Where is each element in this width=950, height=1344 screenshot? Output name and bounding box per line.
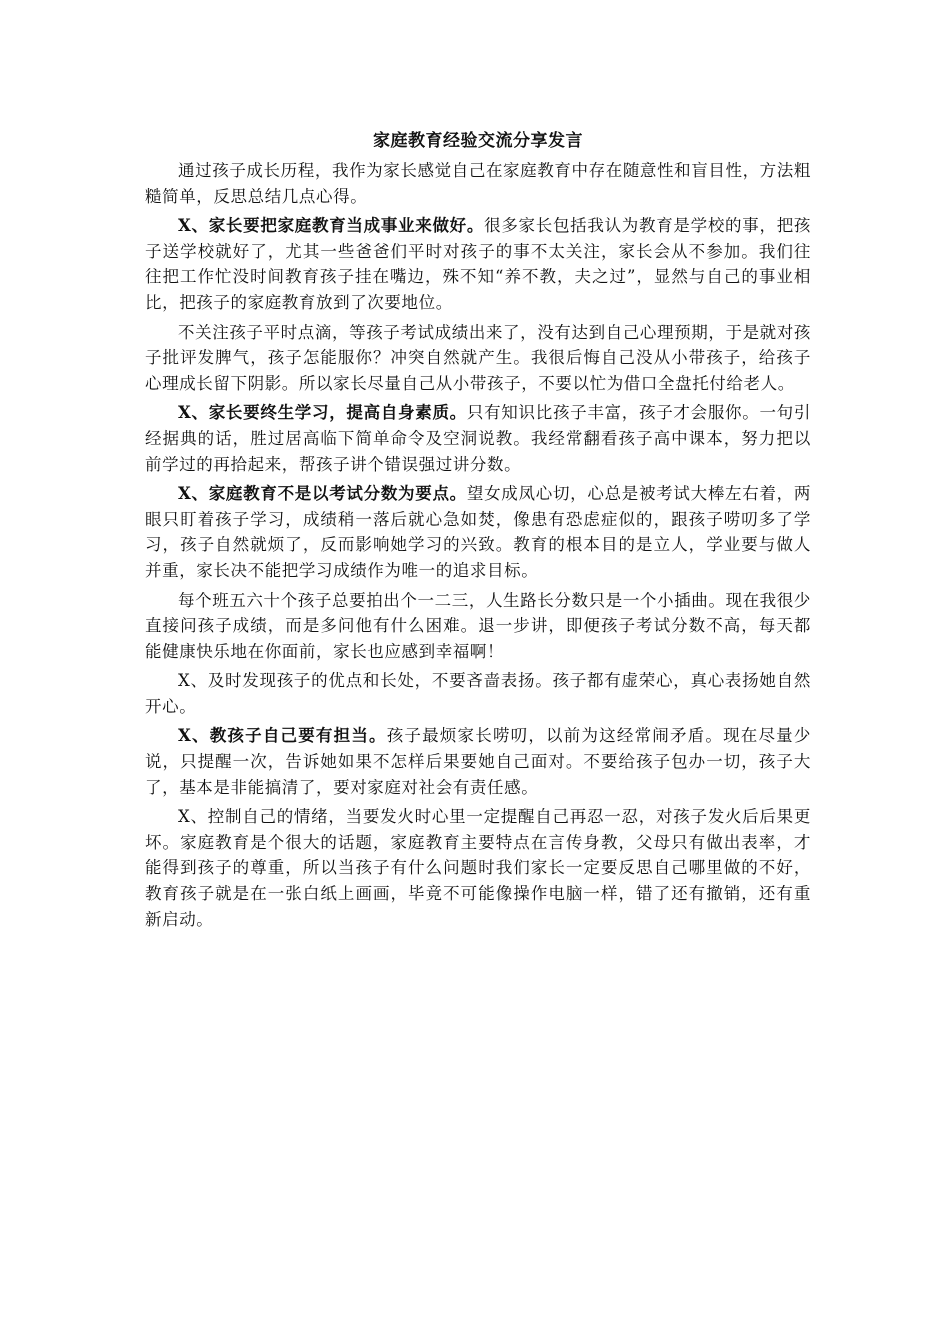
paragraph-class-rank (145, 588, 811, 665)
paragraph-praise (145, 668, 811, 719)
paragraph-heading: X、教孩子自己要有担当。 (178, 726, 387, 746)
paragraph-text: 孩子最烦家长唠叨，以前为这经常闹矛盾。现在尽量少说，只提醒一次，告诉她如果不怎样后果要她自己面对。不要给孩子包办一切，孩子大了，基本是非能搞清了，要对家庭对社会有责任感。 (145, 726, 811, 797)
paragraph-text: 只有知识比孩子丰富，孩子才会服你。一句引经据典的话，胜过居高临下简单命令及空洞说教。我经常翻看孩子高中课本，努力把以前学过的再拾起来，帮孩子讲个错误强过讲分数。 (145, 403, 811, 474)
paragraph-emotion (145, 804, 811, 932)
paragraph-heading: X、家长要终生学习，提高自身素质。 (178, 403, 467, 423)
paragraph-text: X、及时发现孩子的优点和长处，不要吝啬表扬。孩子都有虚荣心，真心表扬她自然开心。 (145, 671, 811, 716)
paragraph-point-career (145, 213, 811, 315)
paragraph-text: X、控制自己的情绪，当要发火时心里一定提醒自己再忍一忍，对孩子发火后后果更坏。家庭教育是个很大的话题，家庭教育主要特点在言传身教，父母只有做出表率，才能得到孩子的尊重，所以当孩子有什么问题时我们家长一定要反思自己哪里做的不好，教育孩子就是在一张白纸上画画，毕竟不可能像操作电脑一样，错了还有撤销，还有重新启动。 (145, 807, 811, 929)
paragraph-heading: X、家长要把家庭教育当成事业来做好。 (178, 216, 485, 236)
document-page (145, 128, 811, 936)
paragraph-text: 每个班五六十个孩子总要拍出个一二三，人生路长分数只是一个小插曲。现在我很少直接问孩子成绩，而是多问他有什么困难。退一步讲，即便孩子考试分数不高，每天都能健康快乐地在你面前，家长也应感到幸福啊！ (145, 590, 811, 661)
paragraph-heading: X、家庭教育不是以考试分数为要点。 (178, 484, 467, 504)
paragraph-attention (145, 320, 811, 397)
paragraph-text: 不关注孩子平时点滴，等孩子考试成绩出来了，没有达到自己心理预期，于是就对孩子批评发脾气，孩子怎能服你？冲突自然就产生。我很后悔自己没从小带孩子，给孩子心理成长留下阴影。所以家长尽量自己从小带孩子，不要以忙为借口全盘托付给老人。 (145, 322, 811, 393)
paragraph-text: 望女成凤心切，心总是被考试大棒左右着，两眼只盯着孩子学习，成绩稍一落后就心急如焚，像患有恐虑症似的，跟孩子唠叨多了学习，孩子自然就烦了，反而影响她学习的兴致。教育的根本目的是立人，学业要与做人并重，家长决不能把学习成绩作为唯一的追求目标。 (145, 484, 811, 580)
paragraph-point-responsibility (145, 723, 811, 800)
paragraph-text: 很多家长包括我认为教育是学校的事，把孩子送学校就好了，尤其一些爸爸们平时对孩子的事不太关注，家长会从不参加。我们往往把工作忙没时间教育孩子挂在嘴边，殊不知“养不教，夫之过”，显然与自己的事业相比，把孩子的家庭教育放到了次要地位。 (145, 216, 812, 312)
document-title: 家庭教育经验交流分享发言 (373, 131, 583, 151)
paragraph-intro (145, 158, 811, 209)
paragraph-point-learning (145, 400, 811, 477)
paragraph-point-scores (145, 481, 811, 583)
paragraph-text: 通过孩子成长历程，我作为家长感觉自己在家庭教育中存在随意性和盲目性，方法粗糙简单，反思总结几点心得。 (145, 161, 811, 206)
